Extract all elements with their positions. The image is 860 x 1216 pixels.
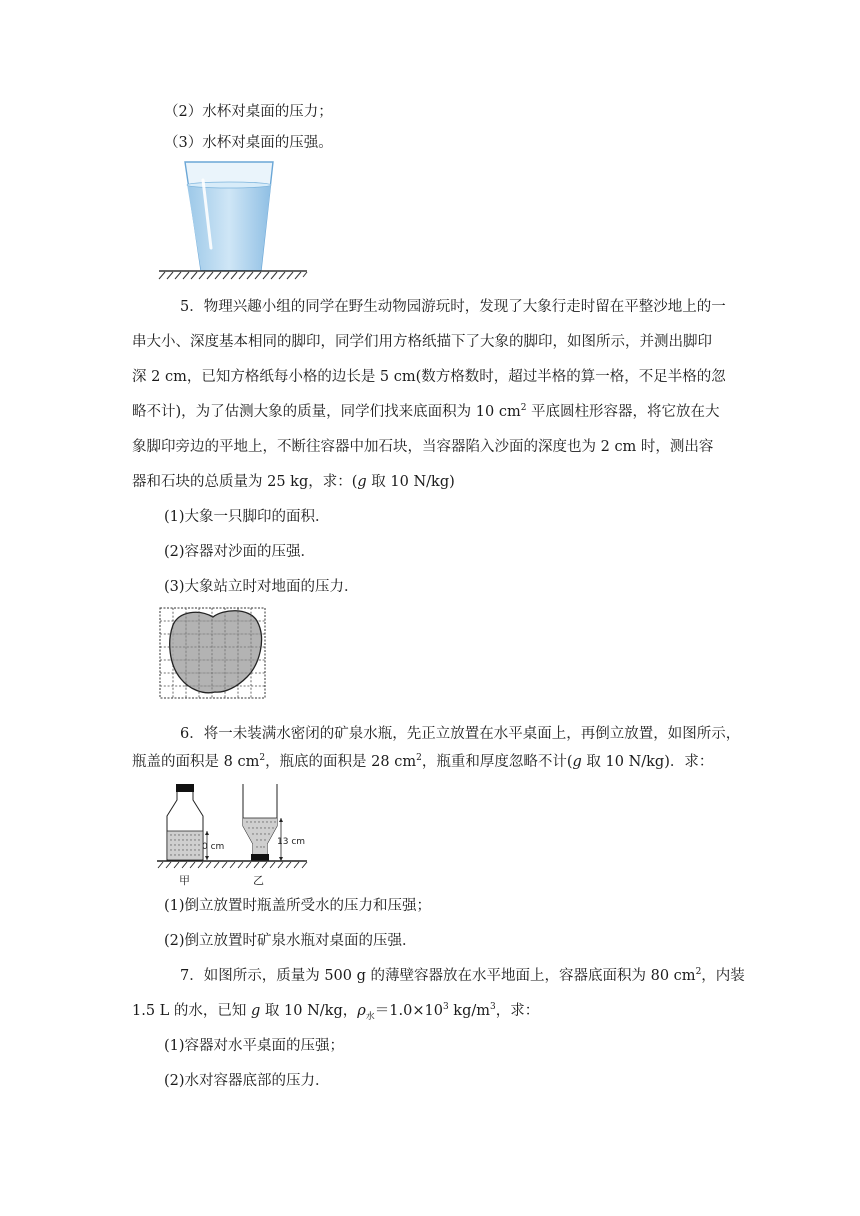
bottle-a-height-label: 0 cm <box>202 842 225 852</box>
q7-line2: 1.5 L 的水，已知 g 取 10 N/kg，$\rho_水=1.0\times 10^3$ $kg/m^3$，求： <box>132 1002 540 1022</box>
q5-line6: 器和石块的总质量为 25 kg，求：(g 取 10 N/kg) <box>132 474 455 490</box>
q5-line1: 5．物理兴趣小组的同学在野生动物园游玩时，发现了大象行走时留在平整沙地上的一 <box>180 299 726 315</box>
q5-sub1: (1)大象一只脚印的面积． <box>164 509 330 525</box>
q4-sub3: （3）水杯对桌面的压强。 <box>164 135 333 151</box>
q5-line5: 象脚印旁边的平地上，不断往容器中加石块，当容器陷入沙面的深度也为 2 cm 时，测出容 <box>132 439 714 455</box>
q4-sub2: （2）水杯对桌面的压力； <box>164 104 333 120</box>
q7-line1: 7．如图所示，质量为 500 g 的薄壁容器放在水平地面上，容器底面积为 80 $cm^2$，内装 <box>180 967 745 984</box>
q6-line1: 6．将一未装满水密闭的矿泉水瓶，先正立放置在水平桌面上，再倒立放置，如图所示， <box>180 726 741 742</box>
bottle-figure <box>155 782 315 886</box>
q5-sub3: (3)大象站立时对地面的压力． <box>164 579 359 595</box>
q7-sub1: (1)容器对水平桌面的压强； <box>164 1038 345 1054</box>
footprint-grid-figure <box>159 607 267 699</box>
q6-sub1: (1)倒立放置时瓶盖所受水的压力和压强； <box>164 898 432 914</box>
bottle-b-height-label: 13 cm <box>277 837 306 847</box>
q7-sub2: (2)水对容器底部的压力． <box>164 1073 330 1089</box>
water-cup-figure <box>155 158 315 282</box>
bottle-a-label: 甲 <box>179 874 190 886</box>
q5-line2: 串大小、深度基本相同的脚印，同学们用方格纸描下了大象的脚印，如图所示，并测出脚印 <box>132 334 712 350</box>
bottle-b-label: 乙 <box>253 874 264 886</box>
q5-sub2: (2)容器对沙面的压强． <box>164 544 316 560</box>
q5-line3: 深 2 cm，已知方格纸每小格的边长是 5 cm(数方格数时，超过半格的算一格，不足半格的忽 <box>132 369 726 385</box>
q6-line2: 瓶盖的面积是 8 $cm^2$，瓶底的面积是 28 $cm^2$，瓶重和厚度忽略不计(g 取 10 N/kg)．求： <box>132 753 714 770</box>
q5-line4: 略不计)，为了估测大象的质量，同学们找来底面积为 10 $cm^2$ 平底圆柱形容器，将它放在大 <box>132 403 720 420</box>
q6-sub2: (2)倒立放置时矿泉水瓶对桌面的压强． <box>164 933 417 949</box>
